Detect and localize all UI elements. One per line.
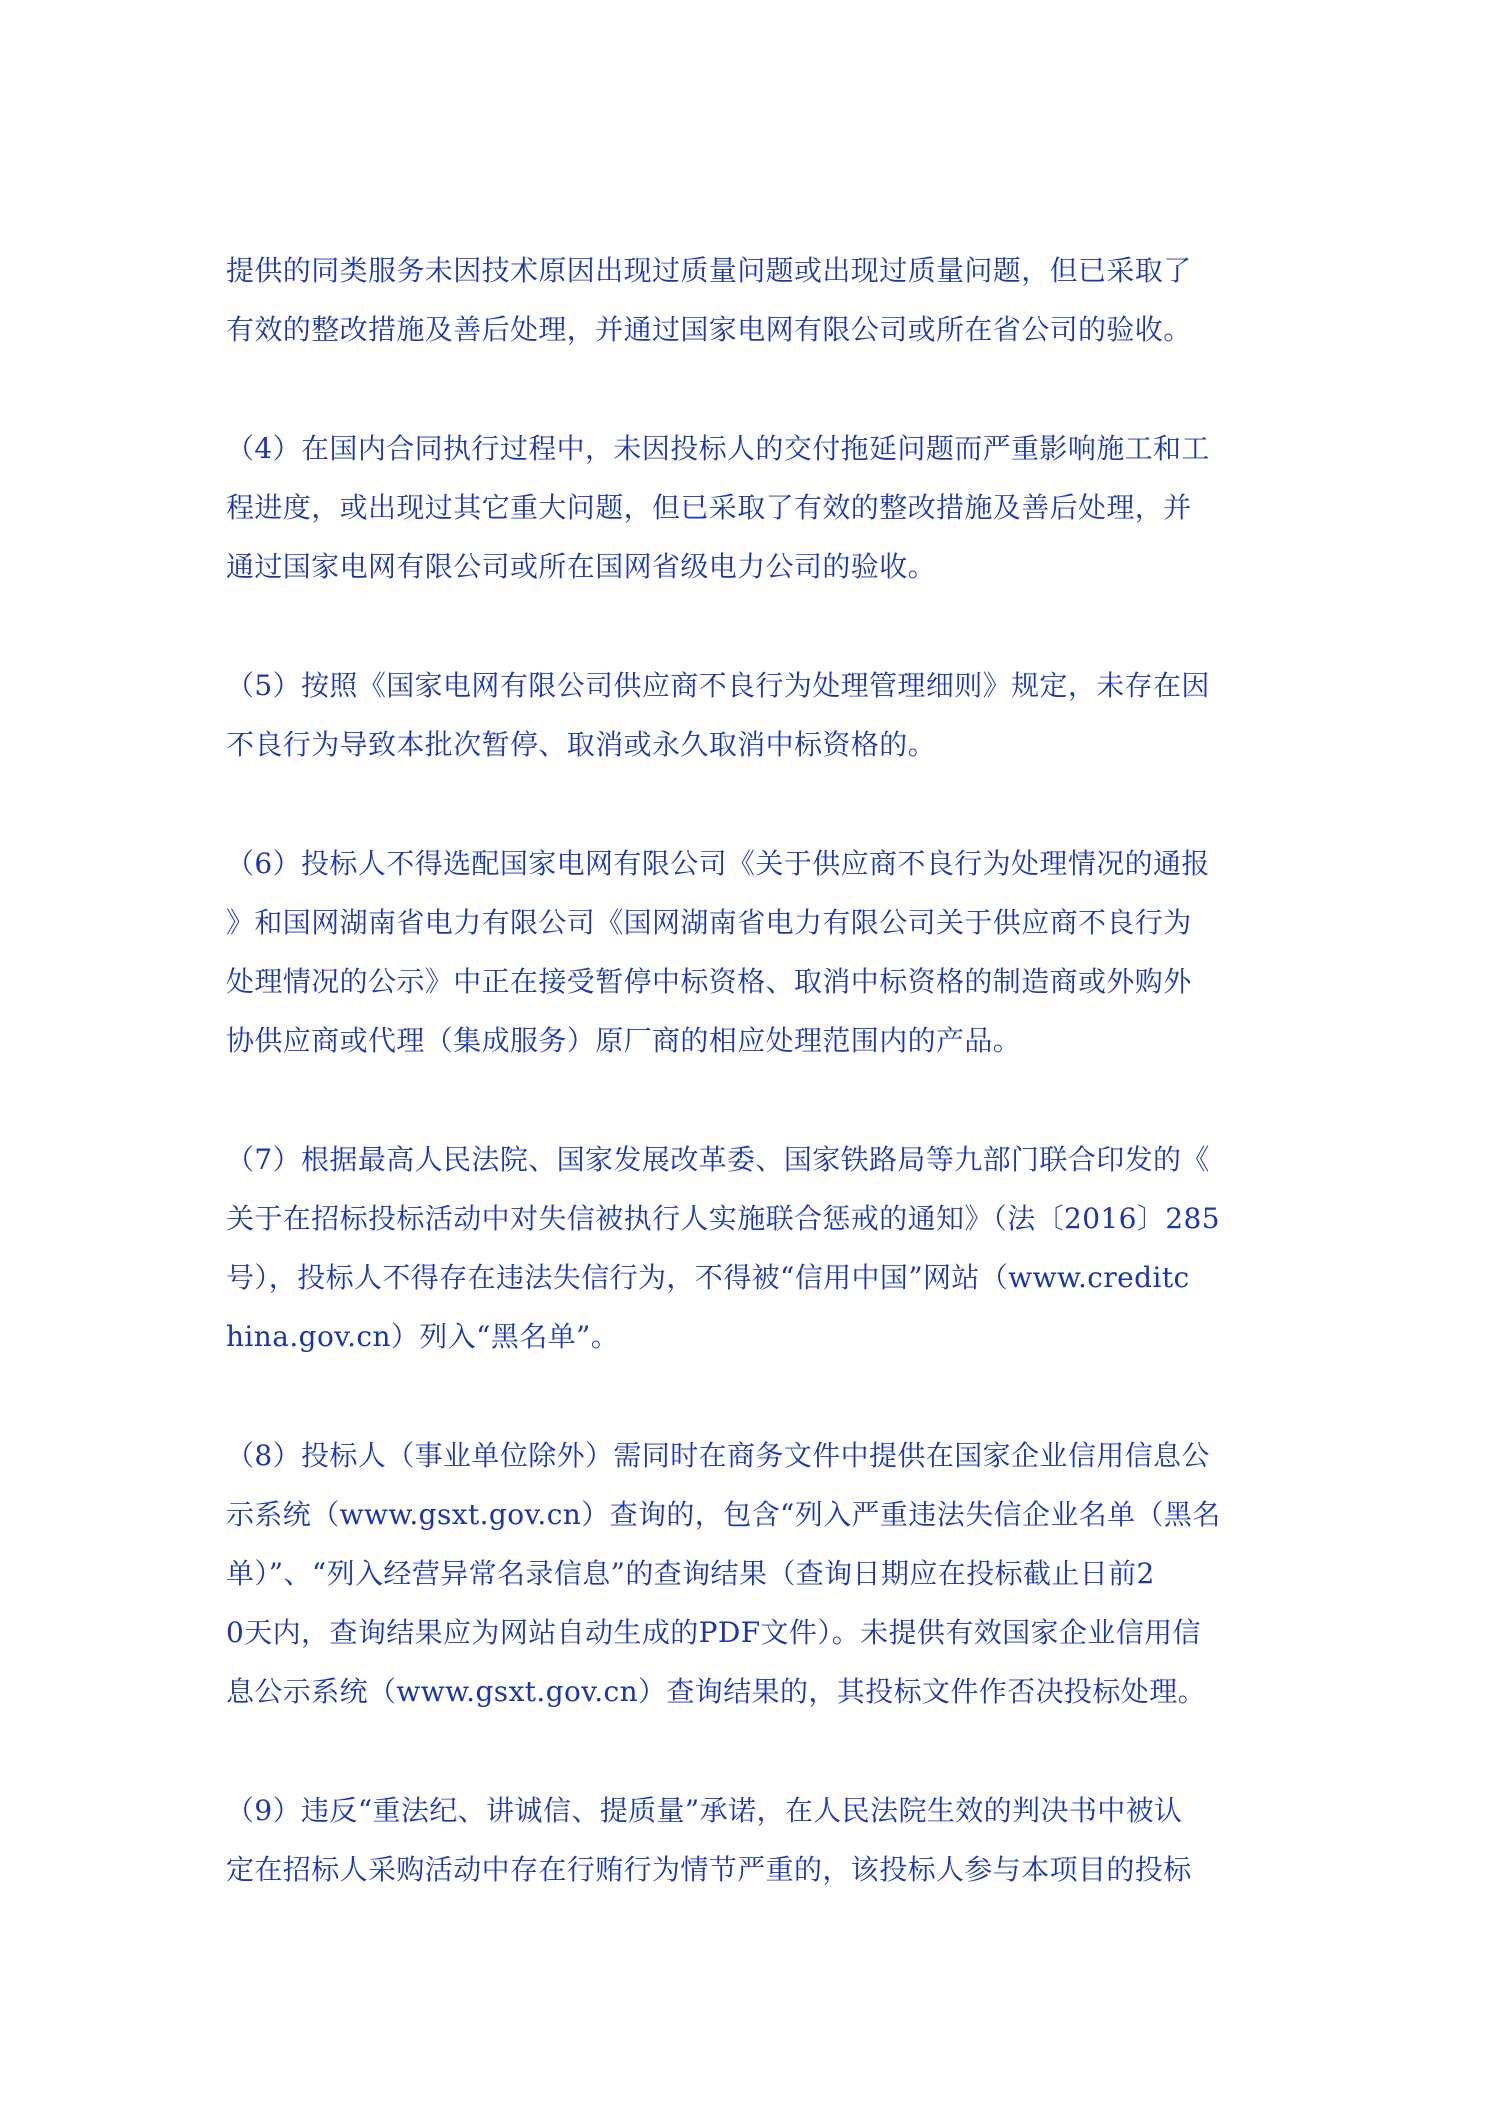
- text-line: 通过国家电网有限公司或所在国网省级电力公司的验收。: [226, 550, 937, 583]
- text-line: 协供应商或代理（集成服务）原厂商的相应处理范围内的产品。: [226, 1024, 1022, 1057]
- text-line: （6）投标人不得选配国家电网有限公司《关于供应商不良行为处理情况的通报: [226, 847, 1210, 880]
- text-line: 0天内，查询结果应为网站自动生成的PDF文件）。未提供有效国家企业信用信: [226, 1616, 1201, 1649]
- text-line: 处理情况的公示》中正在接受暂停中标资格、取消中标资格的制造商或外购外: [226, 965, 1192, 998]
- text-line: 程进度，或出现过其它重大问题，但已采取了有效的整改措施及善后处理，并: [226, 491, 1192, 524]
- text-line: 息公示系统（www.gsxt.gov.cn）查询结果的，其投标文件作否决投标处理。: [226, 1675, 1207, 1708]
- text-line: 关于在招标投标活动中对失信被执行人实施联合惩戒的通知》（法〔2016〕285: [226, 1202, 1220, 1235]
- paragraph: [226, 1426, 1261, 1721]
- text-line: 》和国网湖南省电力有限公司《国网湖南省电力有限公司关于供应商不良行为: [226, 906, 1192, 939]
- text-line: 提供的同类服务未因技术原因出现过质量问题或出现过质量问题，但已采取了: [226, 254, 1192, 287]
- text-line: （5）按照《国家电网有限公司供应商不良行为处理管理细则》规定，未存在因: [226, 669, 1210, 702]
- paragraph: [226, 1781, 1261, 1899]
- text-line: 号），投标人不得存在违法失信行为，不得被“信用中国”网站（www.creditc: [226, 1261, 1190, 1294]
- text-line: （8）投标人（事业单位除外）需同时在商务文件中提供在国家企业信用信息公: [226, 1439, 1210, 1472]
- text-line: （9）违反“重法纪、讲诚信、提质量”承诺，在人民法院生效的判决书中被认: [226, 1794, 1183, 1827]
- text-line: 有效的整改措施及善后处理，并通过国家电网有限公司或所在省公司的验收。: [226, 313, 1192, 346]
- text-line: 单）”、“列入经营异常名录信息”的查询结果（查询日期应在投标截止日前2: [226, 1557, 1155, 1590]
- paragraph: [226, 834, 1261, 1070]
- text-line: hina.gov.cn）列入“黑名单”。: [226, 1320, 620, 1353]
- paragraph: [226, 1130, 1261, 1366]
- paragraph: [226, 241, 1261, 359]
- text-line: 定在招标人采购活动中存在行贿行为情节严重的，该投标人参与本项目的投标: [226, 1853, 1192, 1886]
- text-line: 不良行为导致本批次暂停、取消或永久取消中标资格的。: [226, 728, 937, 761]
- document-body: [226, 241, 1261, 1899]
- text-line: （4）在国内合同执行过程中，未因投标人的交付拖延问题而严重影响施工和工: [226, 432, 1210, 465]
- paragraph: [226, 419, 1261, 596]
- text-line: 示系统（www.gsxt.gov.cn）查询的，包含“列入严重违法失信企业名单（黑名: [226, 1498, 1221, 1531]
- paragraph: [226, 656, 1261, 774]
- text-line: （7）根据最高人民法院、国家发展改革委、国家铁路局等九部门联合印发的《: [226, 1143, 1210, 1176]
